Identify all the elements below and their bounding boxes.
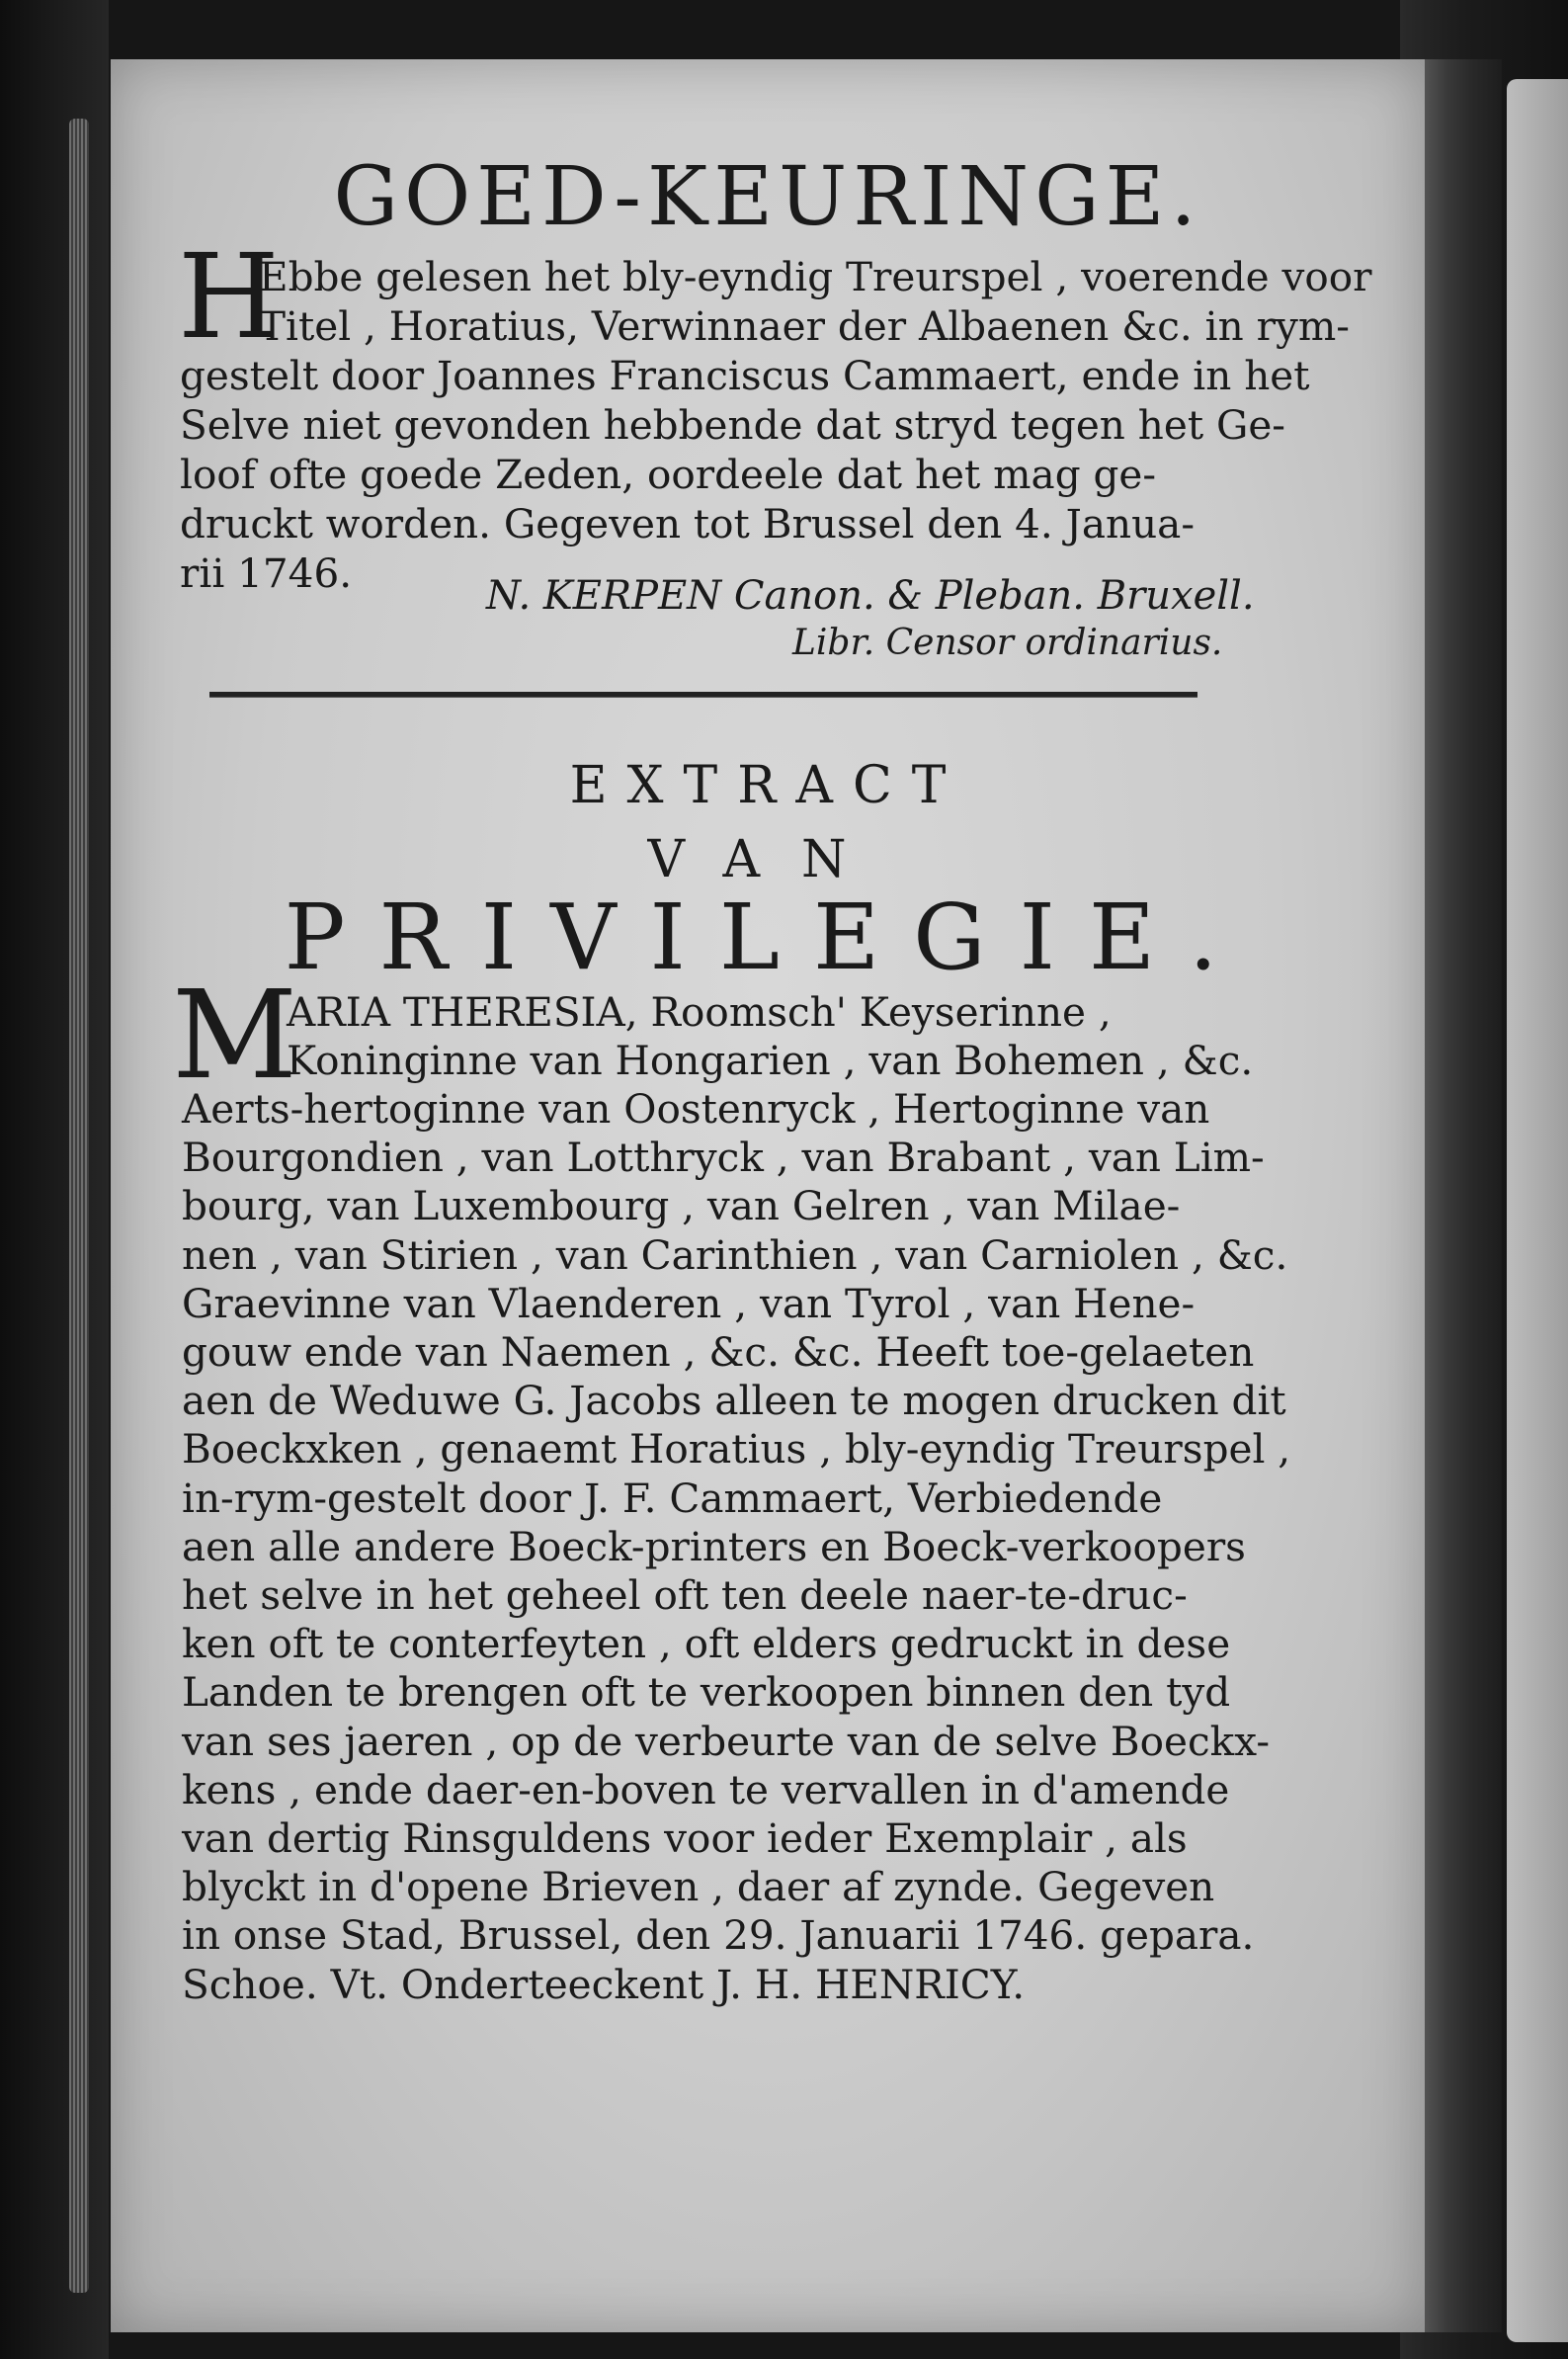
extract-heading: EXTRACT: [569, 756, 966, 815]
privilege-text: [182, 1085, 1290, 2009]
approbation-text: [180, 351, 1310, 598]
privilege-line: Boeckxken , genaemt Horatius , bly-eyndig Treurspel ,: [182, 1425, 1291, 1474]
dark-background-left: [0, 0, 109, 2359]
privilege-line: kens , ende daer-en-boven te vervallen in d'amende: [182, 1765, 1230, 1813]
approbation-line: gestelt door Joannes Franciscus Cammaert, ende in het: [180, 352, 1310, 399]
privilege-line: aen de Weduwe G. Jacobs alleen te mogen drucken dit: [182, 1377, 1286, 1425]
approbation-line: druckt worden. Gegeven tot Brussel den 4. Janua-: [180, 500, 1196, 548]
privilege-line: Graevinne van Vlaenderen , van Tyrol , van Hene-: [182, 1279, 1196, 1327]
privilege-line: gouw ende van Naemen , &c. &c. Heeft toe-gelaeten: [182, 1328, 1255, 1377]
book-spine: [1423, 59, 1502, 2332]
privilege-line: nen , van Stirien , van Carinthien , van Carniolen , &c.: [182, 1230, 1288, 1279]
privilege-line: in onse Stad, Brussel, den 29. Januarii 1746. gepara.: [182, 1911, 1255, 1960]
censor-title: Libr. Censor ordinarius.: [792, 623, 1223, 663]
privilege-line: in-rym-gestelt door J. F. Cammaert, Verbiedende: [182, 1474, 1163, 1522]
privilege-line: Landen te brengen oft te verkoopen binnen den tyd: [182, 1668, 1231, 1717]
privilege-dropcap: M: [172, 965, 297, 1107]
privilege-line: ARIA THERESIA, Roomsch' Keyserinne ,: [287, 988, 1112, 1036]
section-divider: [209, 692, 1197, 698]
privilege-line: Koninginne van Hongarien , van Bohemen , &c.: [287, 1037, 1254, 1084]
privilege-line: Schoe. Vt. Onderteeckent J. H. HENRICY.: [182, 1960, 1026, 2008]
censor-signature: N. KERPEN Canon. & Pleban. Bruxell.: [486, 573, 1255, 619]
van-heading: VAN: [647, 830, 888, 889]
privilege-line: Bourgondien , van Lotthryck , van Brabant , van Lim-: [182, 1134, 1265, 1182]
privilege-line: Aerts-hertoginne van Oostenryck , Hertoginne van: [182, 1085, 1210, 1133]
approbation-line: loof ofte goede Zeden, oordeele dat het mag ge-: [180, 451, 1157, 498]
privilege-line: van ses jaeren , op de verbeurte van de selve Boeckx-: [182, 1717, 1271, 1765]
privilege-line: ken oft te conterfeyten , oft elders gedruckt in dese: [182, 1620, 1231, 1668]
approbation-title: GOED-KEURINGE.: [333, 150, 1202, 244]
privilege-line: van dertig Rinsguldens voor ieder Exemplair , als: [182, 1814, 1188, 1863]
privilege-line: bourg, van Luxembourg , van Gelren , van Milae-: [182, 1182, 1181, 1230]
privilege-line: aen alle andere Boeck-printers en Boeck-verkoopers: [182, 1522, 1246, 1570]
approbation-dropcap: H: [178, 228, 280, 365]
privilege-line: het selve in het geheel oft ten deele naer-te-druc-: [182, 1571, 1188, 1620]
privilegie-heading: PRIVILEGIE.: [284, 885, 1252, 990]
approbation-text-top: [259, 252, 1372, 351]
privilege-text-top: [287, 988, 1253, 1085]
book-page: [111, 59, 1425, 2332]
approbation-line: Selve niet gevonden hebbende dat stryd tegen het Ge-: [180, 401, 1285, 449]
approbation-line: rii 1746.: [180, 549, 353, 597]
page-edges: [69, 119, 89, 2293]
facing-page-edge: [1507, 79, 1568, 2342]
privilege-line: blyckt in d'opene Brieven , daer af zynde. Gegeven: [182, 1863, 1215, 1911]
approbation-line: Titel , Horatius, Verwinnaer der Albaenen &c. in rym-: [259, 302, 1350, 350]
approbation-line: Ebbe gelesen het bly-eyndig Treurspel , voerende voor: [259, 253, 1372, 300]
